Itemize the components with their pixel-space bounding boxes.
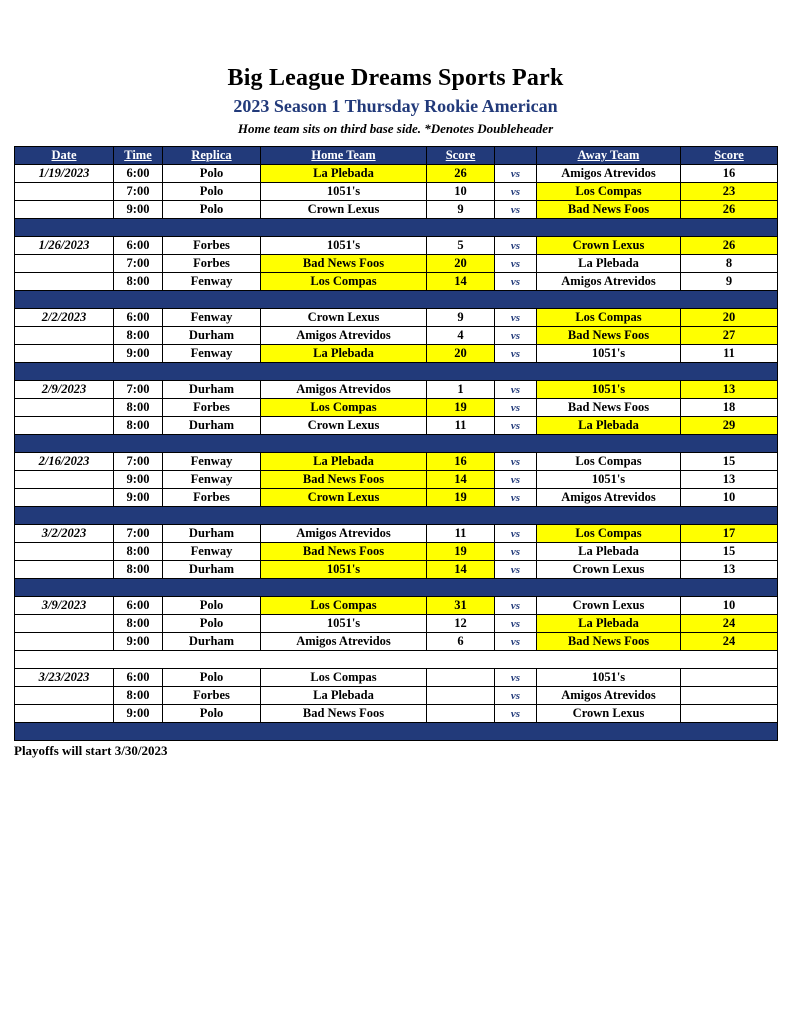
- time-cell: 9:00: [114, 633, 163, 651]
- replica-cell: Durham: [163, 633, 261, 651]
- date-cell: [15, 615, 114, 633]
- home-team-cell: Crown Lexus: [261, 201, 427, 219]
- away-team-cell: La Plebada: [537, 615, 681, 633]
- date-cell: [15, 633, 114, 651]
- away-score-cell: [681, 669, 778, 687]
- home-score-cell: 16: [427, 453, 495, 471]
- home-team-cell: Amigos Atrevidos: [261, 327, 427, 345]
- replica-cell: Polo: [163, 165, 261, 183]
- replica-cell: Forbes: [163, 687, 261, 705]
- schedule-body: [15, 165, 778, 741]
- away-team-cell: La Plebada: [537, 255, 681, 273]
- date-cell: 1/19/2023: [15, 165, 114, 183]
- away-team-cell: Bad News Foos: [537, 201, 681, 219]
- time-cell: 6:00: [114, 597, 163, 615]
- date-cell: [15, 417, 114, 435]
- replica-cell: Polo: [163, 615, 261, 633]
- date-cell: [15, 705, 114, 723]
- game-row: [15, 417, 778, 435]
- away-team-cell: Amigos Atrevidos: [537, 165, 681, 183]
- game-row: [15, 597, 778, 615]
- home-score-cell: 6: [427, 633, 495, 651]
- spacer-row: [15, 507, 778, 525]
- away-score-cell: 20: [681, 309, 778, 327]
- home-score-cell: 19: [427, 543, 495, 561]
- away-team-cell: Amigos Atrevidos: [537, 687, 681, 705]
- vs-cell: vs: [495, 615, 537, 633]
- vs-cell: vs: [495, 687, 537, 705]
- time-cell: 8:00: [114, 615, 163, 633]
- away-score-cell: 10: [681, 489, 778, 507]
- time-cell: 9:00: [114, 471, 163, 489]
- vs-cell: vs: [495, 255, 537, 273]
- vs-cell: vs: [495, 417, 537, 435]
- date-cell: [15, 183, 114, 201]
- vs-cell: vs: [495, 597, 537, 615]
- column-header-score-4: Score: [427, 147, 495, 165]
- away-score-cell: 23: [681, 183, 778, 201]
- away-score-cell: 29: [681, 417, 778, 435]
- home-score-cell: 12: [427, 615, 495, 633]
- home-team-cell: Los Compas: [261, 669, 427, 687]
- vs-cell: vs: [495, 471, 537, 489]
- game-row: [15, 255, 778, 273]
- home-team-cell: La Plebada: [261, 165, 427, 183]
- away-team-cell: 1051's: [537, 345, 681, 363]
- replica-cell: Durham: [163, 525, 261, 543]
- home-score-cell: 19: [427, 489, 495, 507]
- replica-cell: Durham: [163, 327, 261, 345]
- spacer-row: [15, 651, 778, 669]
- vs-cell: vs: [495, 309, 537, 327]
- date-cell: [15, 399, 114, 417]
- game-row: [15, 561, 778, 579]
- spacer-row: [15, 435, 778, 453]
- away-team-cell: La Plebada: [537, 543, 681, 561]
- home-score-cell: 14: [427, 273, 495, 291]
- away-score-cell: 13: [681, 561, 778, 579]
- game-row: [15, 489, 778, 507]
- vs-cell: vs: [495, 273, 537, 291]
- replica-cell: Durham: [163, 381, 261, 399]
- away-team-cell: Crown Lexus: [537, 705, 681, 723]
- replica-cell: Durham: [163, 417, 261, 435]
- away-score-cell: [681, 687, 778, 705]
- date-cell: [15, 561, 114, 579]
- spacer-cell: [15, 219, 778, 237]
- home-team-cell: 1051's: [261, 561, 427, 579]
- away-score-cell: 17: [681, 525, 778, 543]
- game-row: [15, 183, 778, 201]
- home-score-cell: 11: [427, 417, 495, 435]
- time-cell: 6:00: [114, 669, 163, 687]
- replica-cell: Durham: [163, 561, 261, 579]
- replica-cell: Polo: [163, 705, 261, 723]
- spacer-cell: [15, 363, 778, 381]
- home-score-cell: 11: [427, 525, 495, 543]
- time-cell: 8:00: [114, 561, 163, 579]
- date-cell: [15, 471, 114, 489]
- column-header-time-1: Time: [114, 147, 163, 165]
- away-score-cell: 15: [681, 453, 778, 471]
- date-cell: 3/23/2023: [15, 669, 114, 687]
- away-score-cell: 24: [681, 615, 778, 633]
- replica-cell: Polo: [163, 597, 261, 615]
- game-row: [15, 327, 778, 345]
- away-team-cell: Crown Lexus: [537, 237, 681, 255]
- page-subtitle: 2023 Season 1 Thursday Rookie American: [233, 96, 558, 116]
- away-score-cell: 10: [681, 597, 778, 615]
- time-cell: 8:00: [114, 327, 163, 345]
- vs-cell: vs: [495, 705, 537, 723]
- game-row: [15, 615, 778, 633]
- game-row: [15, 633, 778, 651]
- date-cell: [15, 327, 114, 345]
- spacer-cell: [15, 723, 778, 741]
- away-score-cell: 26: [681, 201, 778, 219]
- home-team-cell: Amigos Atrevidos: [261, 381, 427, 399]
- game-row: [15, 309, 778, 327]
- time-cell: 9:00: [114, 705, 163, 723]
- vs-cell: vs: [495, 453, 537, 471]
- time-cell: 9:00: [114, 345, 163, 363]
- replica-cell: Forbes: [163, 255, 261, 273]
- away-score-cell: 11: [681, 345, 778, 363]
- home-team-cell: Bad News Foos: [261, 471, 427, 489]
- away-team-cell: Bad News Foos: [537, 633, 681, 651]
- column-header-vs: [495, 147, 537, 165]
- vs-cell: vs: [495, 489, 537, 507]
- home-score-cell: 5: [427, 237, 495, 255]
- time-cell: 7:00: [114, 255, 163, 273]
- time-cell: 7:00: [114, 453, 163, 471]
- column-header-replica-2: Replica: [163, 147, 261, 165]
- game-row: [15, 399, 778, 417]
- schedule-table: [14, 146, 778, 741]
- game-row: [15, 345, 778, 363]
- away-score-cell: 13: [681, 471, 778, 489]
- vs-cell: vs: [495, 399, 537, 417]
- home-team-cell: Bad News Foos: [261, 543, 427, 561]
- spacer-cell: [15, 579, 778, 597]
- game-row: [15, 381, 778, 399]
- game-row: [15, 237, 778, 255]
- playoffs-note: Playoffs will start 3/30/2023: [14, 743, 168, 758]
- replica-cell: Fenway: [163, 453, 261, 471]
- home-score-cell: 9: [427, 309, 495, 327]
- away-score-cell: [681, 705, 778, 723]
- replica-cell: Forbes: [163, 399, 261, 417]
- away-score-cell: 18: [681, 399, 778, 417]
- home-team-cell: La Plebada: [261, 453, 427, 471]
- vs-cell: vs: [495, 165, 537, 183]
- date-cell: [15, 273, 114, 291]
- date-cell: [15, 687, 114, 705]
- home-score-cell: 1: [427, 381, 495, 399]
- date-cell: 2/2/2023: [15, 309, 114, 327]
- away-score-cell: 9: [681, 273, 778, 291]
- date-cell: 1/26/2023: [15, 237, 114, 255]
- away-score-cell: 13: [681, 381, 778, 399]
- time-cell: 8:00: [114, 687, 163, 705]
- home-score-cell: 20: [427, 255, 495, 273]
- time-cell: 6:00: [114, 237, 163, 255]
- column-header-home-team-3: Home Team: [261, 147, 427, 165]
- game-row: [15, 705, 778, 723]
- spacer-cell: [15, 507, 778, 525]
- time-cell: 6:00: [114, 165, 163, 183]
- vs-cell: vs: [495, 381, 537, 399]
- spacer-row: [15, 579, 778, 597]
- spacer-row: [15, 723, 778, 741]
- home-score-cell: [427, 687, 495, 705]
- vs-cell: vs: [495, 201, 537, 219]
- game-row: [15, 687, 778, 705]
- column-header-away-team-6: Away Team: [537, 147, 681, 165]
- home-team-cell: Los Compas: [261, 273, 427, 291]
- home-score-cell: [427, 669, 495, 687]
- date-cell: 3/9/2023: [15, 597, 114, 615]
- column-header-date-0: Date: [15, 147, 114, 165]
- away-team-cell: 1051's: [537, 381, 681, 399]
- away-team-cell: Amigos Atrevidos: [537, 273, 681, 291]
- away-team-cell: 1051's: [537, 471, 681, 489]
- away-team-cell: 1051's: [537, 669, 681, 687]
- away-team-cell: Los Compas: [537, 453, 681, 471]
- home-team-cell: Crown Lexus: [261, 309, 427, 327]
- home-team-cell: Amigos Atrevidos: [261, 525, 427, 543]
- spacer-row: [15, 363, 778, 381]
- date-cell: [15, 345, 114, 363]
- away-score-cell: 26: [681, 237, 778, 255]
- replica-cell: Polo: [163, 201, 261, 219]
- home-score-cell: 14: [427, 471, 495, 489]
- away-team-cell: Amigos Atrevidos: [537, 489, 681, 507]
- away-team-cell: Bad News Foos: [537, 327, 681, 345]
- away-team-cell: Bad News Foos: [537, 399, 681, 417]
- away-team-cell: Los Compas: [537, 309, 681, 327]
- column-header-score-7: Score: [681, 147, 778, 165]
- game-row: [15, 453, 778, 471]
- replica-cell: Fenway: [163, 345, 261, 363]
- home-team-cell: Crown Lexus: [261, 489, 427, 507]
- home-score-cell: 31: [427, 597, 495, 615]
- time-cell: 8:00: [114, 543, 163, 561]
- vs-cell: vs: [495, 561, 537, 579]
- home-team-cell: La Plebada: [261, 345, 427, 363]
- game-row: [15, 201, 778, 219]
- home-score-cell: 19: [427, 399, 495, 417]
- replica-cell: Forbes: [163, 489, 261, 507]
- vs-cell: vs: [495, 525, 537, 543]
- replica-cell: Polo: [163, 669, 261, 687]
- spacer-cell: [15, 651, 778, 669]
- home-team-cell: Amigos Atrevidos: [261, 633, 427, 651]
- away-team-cell: Los Compas: [537, 183, 681, 201]
- time-cell: 8:00: [114, 417, 163, 435]
- replica-cell: Fenway: [163, 309, 261, 327]
- away-team-cell: Crown Lexus: [537, 597, 681, 615]
- home-team-cell: Bad News Foos: [261, 705, 427, 723]
- date-cell: 2/9/2023: [15, 381, 114, 399]
- game-row: [15, 669, 778, 687]
- date-cell: 3/2/2023: [15, 525, 114, 543]
- away-score-cell: 24: [681, 633, 778, 651]
- vs-cell: vs: [495, 327, 537, 345]
- away-score-cell: 15: [681, 543, 778, 561]
- home-team-cell: Bad News Foos: [261, 255, 427, 273]
- time-cell: 9:00: [114, 489, 163, 507]
- replica-cell: Fenway: [163, 543, 261, 561]
- home-team-cell: Los Compas: [261, 399, 427, 417]
- game-row: [15, 471, 778, 489]
- home-score-cell: 26: [427, 165, 495, 183]
- game-row: [15, 165, 778, 183]
- game-row: [15, 525, 778, 543]
- away-score-cell: 27: [681, 327, 778, 345]
- time-cell: 7:00: [114, 381, 163, 399]
- page-title: Big League Dreams Sports Park: [227, 65, 564, 91]
- home-team-cell: Los Compas: [261, 597, 427, 615]
- game-row: [15, 273, 778, 291]
- time-cell: 6:00: [114, 309, 163, 327]
- spacer-row: [15, 219, 778, 237]
- home-team-cell: 1051's: [261, 183, 427, 201]
- vs-cell: vs: [495, 633, 537, 651]
- vs-cell: vs: [495, 345, 537, 363]
- date-cell: 2/16/2023: [15, 453, 114, 471]
- home-score-cell: 14: [427, 561, 495, 579]
- date-cell: [15, 489, 114, 507]
- replica-cell: Forbes: [163, 237, 261, 255]
- away-score-cell: 16: [681, 165, 778, 183]
- replica-cell: Fenway: [163, 471, 261, 489]
- home-score-cell: [427, 705, 495, 723]
- time-cell: 9:00: [114, 201, 163, 219]
- home-score-cell: 4: [427, 327, 495, 345]
- date-cell: [15, 201, 114, 219]
- time-cell: 7:00: [114, 183, 163, 201]
- game-row: [15, 543, 778, 561]
- home-team-cell: Crown Lexus: [261, 417, 427, 435]
- home-score-cell: 9: [427, 201, 495, 219]
- time-cell: 7:00: [114, 525, 163, 543]
- away-team-cell: Crown Lexus: [537, 561, 681, 579]
- vs-cell: vs: [495, 183, 537, 201]
- home-team-cell: 1051's: [261, 237, 427, 255]
- time-cell: 8:00: [114, 273, 163, 291]
- spacer-cell: [15, 435, 778, 453]
- vs-cell: vs: [495, 669, 537, 687]
- time-cell: 8:00: [114, 399, 163, 417]
- home-team-cell: 1051's: [261, 615, 427, 633]
- spacer-row: [15, 291, 778, 309]
- vs-cell: vs: [495, 237, 537, 255]
- vs-cell: vs: [495, 543, 537, 561]
- away-score-cell: 8: [681, 255, 778, 273]
- date-cell: [15, 255, 114, 273]
- home-team-cell: La Plebada: [261, 687, 427, 705]
- page-note: Home team sits on third base side. *Denotes Doubleheader: [237, 121, 554, 136]
- spacer-cell: [15, 291, 778, 309]
- home-score-cell: 20: [427, 345, 495, 363]
- header-row: [15, 147, 778, 165]
- home-score-cell: 10: [427, 183, 495, 201]
- away-team-cell: Los Compas: [537, 525, 681, 543]
- away-team-cell: La Plebada: [537, 417, 681, 435]
- date-cell: [15, 543, 114, 561]
- replica-cell: Fenway: [163, 273, 261, 291]
- table-header: [15, 147, 778, 165]
- replica-cell: Polo: [163, 183, 261, 201]
